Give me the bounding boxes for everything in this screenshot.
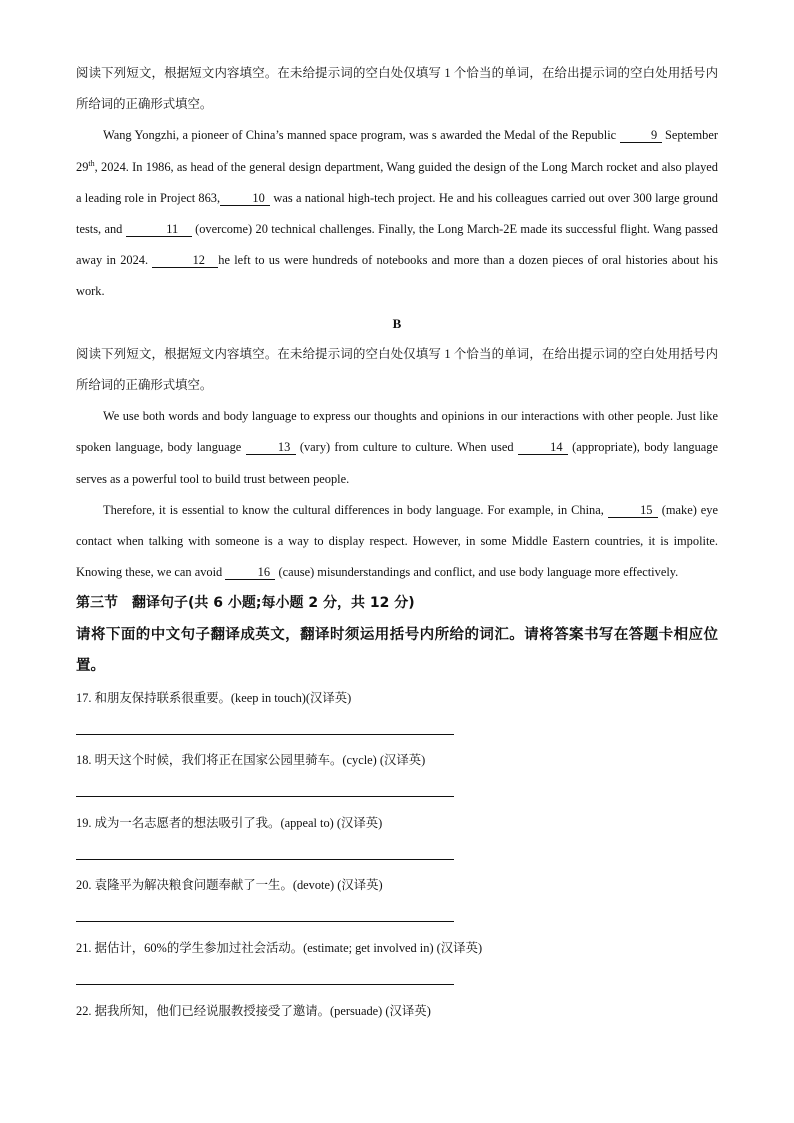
blank-13[interactable]: 13 xyxy=(246,440,296,455)
question-text: 18. 明天这个时候，我们将正在国家公园里骑车。(cycle) (汉译英) xyxy=(76,753,426,768)
question-text: 19. 成为一名志愿者的想法吸引了我。(appeal to) (汉译英) xyxy=(76,815,383,830)
question-19 xyxy=(76,813,718,876)
answer-line[interactable] xyxy=(76,984,454,985)
passage-a xyxy=(76,120,718,307)
blank-12[interactable]: 12 xyxy=(152,253,218,268)
blank-9[interactable]: 9 xyxy=(620,128,662,143)
question-20 xyxy=(76,875,718,938)
passage-b-text: (vary) from culture to culture. When used xyxy=(295,440,518,455)
passage-a-text: was a national high-tech project. He and his colleagues carried out over 300 large ground tests, and xyxy=(76,190,718,237)
section-b-title: B xyxy=(392,315,402,331)
answer-line[interactable] xyxy=(76,859,454,860)
instruction-a: 阅读下列短文，根据短文内容填空。在未给提示词的空白处仅填写 1 个恰当的单词，在给出提示词的空白处用括号内所给词的正确形式填空。 xyxy=(76,66,718,112)
passage-a-text: Wang Yongzhi, a pioneer of China’s manned space program, was s awarded the Medal of the Republic xyxy=(103,128,617,143)
blank-11[interactable]: 11 xyxy=(126,222,192,237)
answer-line[interactable] xyxy=(76,921,454,922)
question-21 xyxy=(76,938,718,1001)
instruction-b: 阅读下列短文，根据短文内容填空。在未给提示词的空白处仅填写 1 个恰当的单词，在给出提示词的空白处用括号内所给词的正确形式填空。 xyxy=(76,346,718,393)
question-22 xyxy=(76,1001,718,1031)
passage-b-text: (appropriate), body language serves as a powerful tool to build trust between people. xyxy=(76,440,718,486)
passage-b-text: Therefore, it is essential to know the cultural differences in body language. For example, in China, xyxy=(103,502,608,517)
answer-line[interactable] xyxy=(76,734,454,735)
section-3-instruction: 请将下面的中文句子翻译成英文，翻译时须运用括号内所给的词汇。请将答案书写在答题卡相应位置。 xyxy=(76,626,718,674)
blank-14[interactable]: 14 xyxy=(518,440,568,455)
passage-b-text: (make) eye contact when talking with someone is a way to display respect. However, in some Middle Eastern countries, it is impolite. Knowing these, we can avoid xyxy=(76,502,718,580)
question-text: 21. 据估计，60%的学生参加过社会活动。(estimate; get involved in) (汉译英) xyxy=(76,941,483,956)
passage-a-text: (overcome) 20 technical challenges. Finally, the Long March-2E made its successful flight. Wang passed away in 2024. xyxy=(76,222,718,268)
blank-10[interactable]: 10 xyxy=(220,191,270,206)
blank-15[interactable]: 15 xyxy=(608,503,658,518)
passage-b-text: We use both words and body language to express our thoughts and opinions in our interactions with other people. Just like spoken language, body language xyxy=(76,409,718,455)
question-17 xyxy=(76,688,718,751)
section-3-title: 第三节 翻译句子(共 6 小题;每小题 2 分，共 12 分) xyxy=(76,595,415,612)
passage-b-text: (cause) misunderstandings and conflict, and use body language more effectively. xyxy=(275,565,679,580)
blank-16[interactable]: 16 xyxy=(225,565,275,580)
question-text: 22. 据我所知，他们已经说服教授接受了邀请。(persuade) (汉译英) xyxy=(76,1003,431,1018)
passage-a-text: , 2024. In 1986, as head of the general design department, Wang guided the design of the Long March rocket and also played a leading role in Project 863, xyxy=(76,159,718,205)
superscript: th xyxy=(88,158,95,168)
answer-line[interactable] xyxy=(76,796,454,797)
question-18 xyxy=(76,750,718,813)
question-text: 20. 袁隆平为解决粮食问题奉献了一生。(devote) (汉译英) xyxy=(76,878,383,893)
question-text: 17. 和朋友保持联系很重要。(keep in touch)(汉译英) xyxy=(76,690,352,705)
passage-b-paragraph-2 xyxy=(76,495,718,589)
document-page xyxy=(76,58,718,1031)
passage-a-text: September 29 xyxy=(76,128,718,174)
passage-a-text: he left to us were hundreds of notebooks and more than a dozen pieces of oral histories about his work. xyxy=(76,253,718,299)
passage-b-paragraph-1 xyxy=(76,401,718,495)
